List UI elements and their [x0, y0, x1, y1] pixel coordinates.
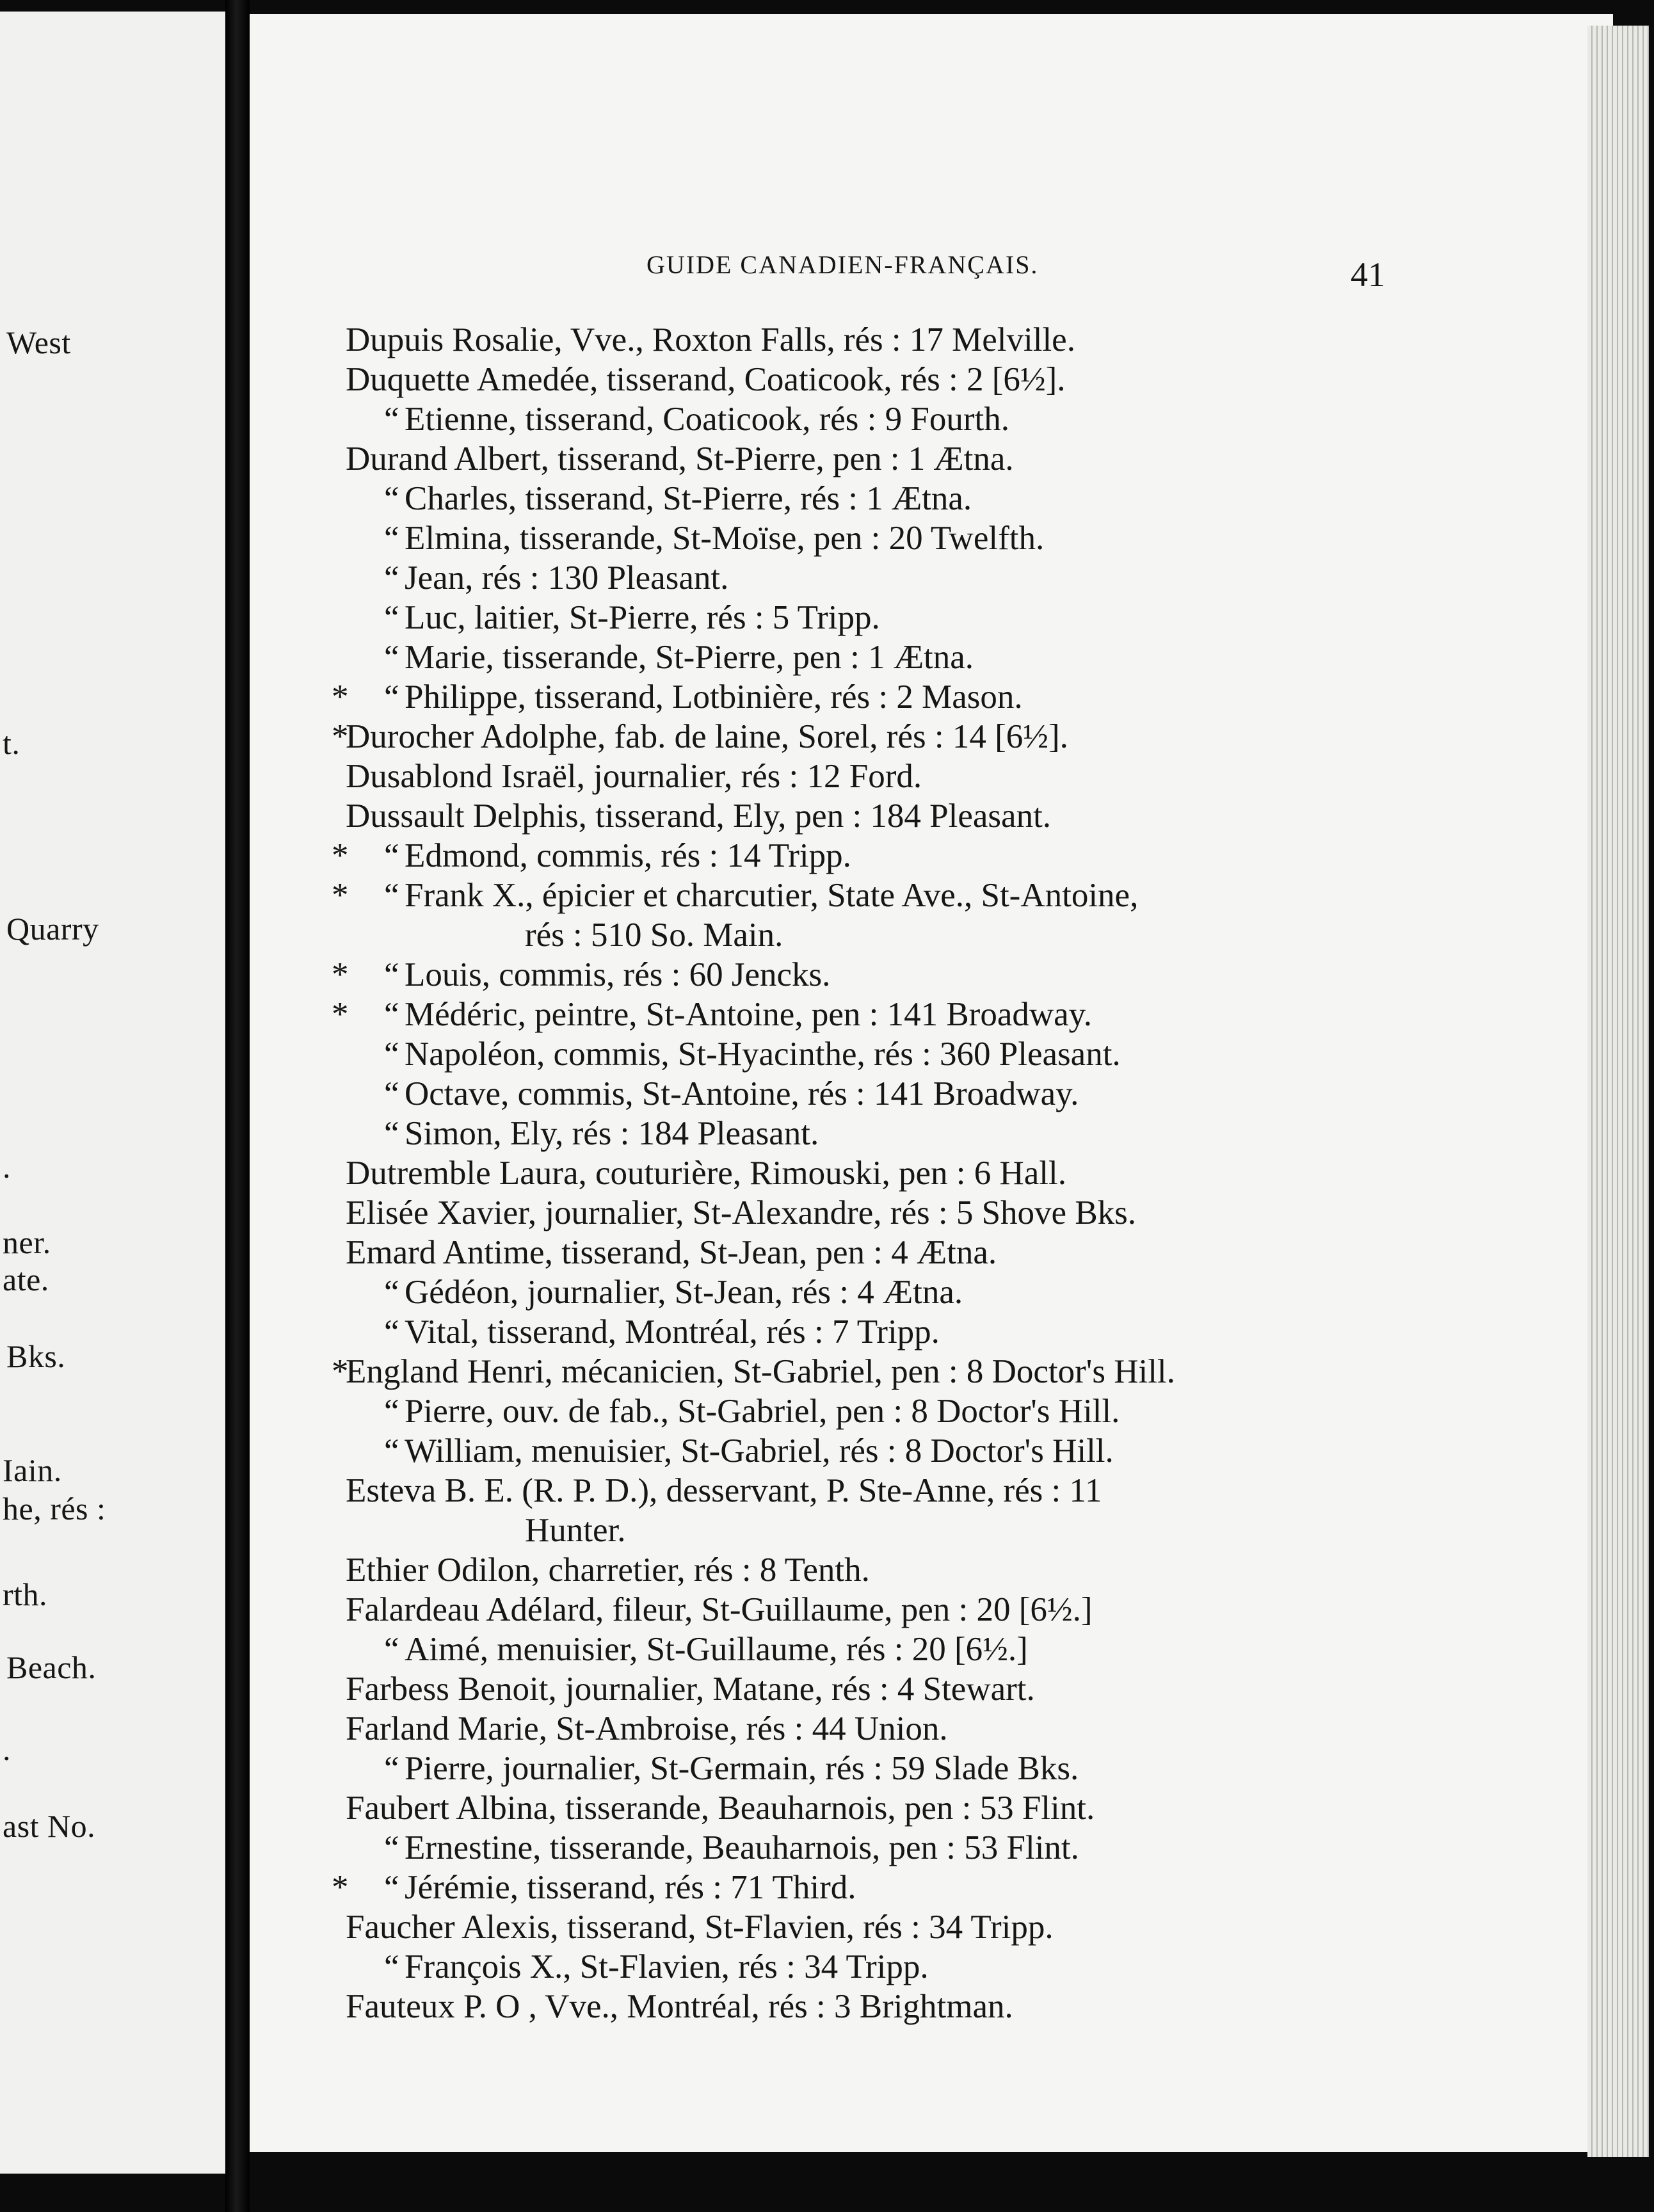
entry-text: Hunter.: [525, 1512, 626, 1549]
entry-text: François X., St-Flavien, rés : 34 Tripp.: [405, 1948, 929, 1985]
ditto-mark: “: [384, 599, 399, 636]
entry-text: William, menuisier, St-Gabriel, rés : 8 Doctor's Hill.: [405, 1432, 1114, 1470]
left-page-fragment: West: [6, 325, 71, 360]
directory-entry: [333, 479, 1600, 518]
left-page-fragment: Iain.: [3, 1452, 62, 1488]
entry-text: Frank X., épicier et charcutier, State Ave., St-Antoine,: [405, 877, 1139, 914]
directory-entry: [333, 1788, 1600, 1828]
entry-text: Ethier Odilon, charretier, rés : 8 Tenth.: [346, 1551, 870, 1589]
directory-entry: [333, 518, 1600, 558]
entry-text: Faucher Alexis, tisserand, St-Flavien, rés : 34 Tripp.: [346, 1909, 1054, 1946]
directory-entry: [333, 1550, 1600, 1590]
entry-text: Charles, tisserand, St-Pierre, rés : 1 Ætna.: [405, 480, 972, 517]
left-page-fragment: rth.: [3, 1576, 48, 1612]
directory-entry: [333, 399, 1600, 439]
entry-text: Marie, tisserande, St-Pierre, pen : 1 Ætna.: [405, 639, 974, 676]
entry-text: Gédéon, journalier, St-Jean, rés : 4 Ætna.: [405, 1274, 963, 1311]
book-gutter: [225, 0, 250, 2212]
ditto-mark: “: [384, 1393, 399, 1430]
entry-text: Edmond, commis, rés : 14 Tripp.: [405, 837, 851, 874]
directory-entry: [333, 1074, 1600, 1114]
ditto-mark: “: [384, 1432, 399, 1470]
ditto-mark: “: [384, 837, 399, 874]
directory-entry: [333, 1511, 1600, 1550]
directory-entry: [333, 1947, 1600, 1987]
entry-text: Etienne, tisserand, Coaticook, rés : 9 Fourth.: [405, 401, 1009, 438]
asterisk-mark: *: [332, 718, 349, 755]
directory-entry: [333, 757, 1600, 796]
entry-text: Octave, commis, St-Antoine, rés : 141 Broadway.: [405, 1075, 1079, 1112]
entry-text: Falardeau Adélard, fileur, St-Guillaume, pen : 20 [6½.]: [346, 1591, 1093, 1628]
entry-text: Napoléon, commis, St-Hyacinthe, rés : 360 Pleasant.: [405, 1036, 1121, 1073]
ditto-mark: “: [384, 480, 399, 517]
left-page-fragment: Quarry: [6, 911, 99, 947]
directory-entry: [333, 796, 1600, 836]
ditto-mark: “: [384, 1115, 399, 1152]
directory-entry: [333, 717, 1600, 757]
left-page: [0, 12, 225, 2174]
ditto-mark: “: [384, 1750, 399, 1787]
directory-entry: [333, 955, 1600, 995]
left-page-fragment: ast No.: [3, 1808, 96, 1844]
ditto-mark: “: [384, 1313, 399, 1350]
entry-text: Ernestine, tisserande, Beauharnois, pen : 53 Flint.: [405, 1829, 1079, 1866]
entry-text: Emard Antime, tisserand, St-Jean, pen : 4 Ætna.: [346, 1234, 997, 1271]
directory-entry: [333, 1749, 1600, 1788]
ditto-mark: “: [384, 639, 399, 676]
directory-entry: [333, 1907, 1600, 1947]
entry-text: Durand Albert, tisserand, St-Pierre, pen : 1 Ætna.: [346, 440, 1014, 477]
entry-text: Dupuis Rosalie, Vve., Roxton Falls, rés : 17 Melville.: [346, 321, 1075, 358]
entry-text: Durocher Adolphe, fab. de laine, Sorel, rés : 14 [6½].: [346, 718, 1068, 755]
entry-text: Dusablond Israël, journalier, rés : 12 Ford.: [346, 758, 922, 795]
entry-text: Duquette Amedée, tisserand, Coaticook, rés : 2 [6½].: [346, 361, 1066, 398]
entry-text: Elmina, tisserande, St-Moïse, pen : 20 Twelfth.: [405, 520, 1045, 557]
directory-entry: [333, 1391, 1600, 1431]
asterisk-mark: *: [332, 678, 349, 716]
entry-text: Luc, laitier, St-Pierre, rés : 5 Tripp.: [405, 599, 880, 636]
directory-entry: [333, 1709, 1600, 1749]
entry-text: England Henri, mécanicien, St-Gabriel, pen : 8 Doctor's Hill.: [346, 1353, 1175, 1390]
page-number: 41: [1351, 255, 1385, 294]
asterisk-mark: *: [332, 996, 349, 1033]
directory-entry: [333, 995, 1600, 1034]
entry-text: Dussault Delphis, tisserand, Ely, pen : 184 Pleasant.: [346, 797, 1052, 835]
asterisk-mark: *: [332, 1869, 349, 1906]
entry-text: Jean, rés : 130 Pleasant.: [405, 559, 729, 597]
ditto-mark: “: [384, 1274, 399, 1311]
ditto-mark: “: [384, 956, 399, 993]
directory-entry: [333, 1987, 1600, 2026]
directory-entry: [333, 1630, 1600, 1669]
entry-text: Pierre, journalier, St-Germain, rés : 59 Slade Bks.: [405, 1750, 1079, 1787]
directory-entry: [333, 1312, 1600, 1352]
entry-text: Faubert Albina, tisserande, Beauharnois, pen : 53 Flint.: [346, 1790, 1095, 1827]
left-page-fragment: t.: [3, 725, 20, 761]
running-header: GUIDE CANADIEN-FRANÇAIS.: [646, 250, 1039, 279]
left-page-fragment: ner.: [3, 1224, 51, 1260]
left-page-fragment: Beach.: [6, 1649, 97, 1685]
left-page-fragment: .: [3, 1731, 11, 1767]
directory-entry: [333, 1590, 1600, 1630]
directory-entry: [333, 1114, 1600, 1153]
ditto-mark: “: [384, 1036, 399, 1073]
entry-text: Pierre, ouv. de fab., St-Gabriel, pen : 8 Doctor's Hill.: [405, 1393, 1120, 1430]
directory-entry: [333, 1431, 1600, 1471]
entry-text: Farland Marie, St-Ambroise, rés : 44 Union.: [346, 1710, 948, 1747]
directory-entry: [333, 637, 1600, 677]
ditto-mark: “: [384, 678, 399, 716]
entry-text: Elisée Xavier, journalier, St-Alexandre, rés : 5 Shove Bks.: [346, 1194, 1137, 1231]
ditto-mark: “: [384, 1075, 399, 1112]
entry-text: Vital, tisserand, Montréal, rés : 7 Tripp.: [405, 1313, 940, 1350]
directory-entry: [333, 439, 1600, 479]
ditto-mark: “: [384, 520, 399, 557]
directory-entry: [333, 1828, 1600, 1868]
asterisk-mark: *: [332, 956, 349, 993]
ditto-mark: “: [384, 401, 399, 438]
left-page-fragment: .: [3, 1149, 11, 1185]
entry-text: Fauteux P. O , Vve., Montréal, rés : 3 Brightman.: [346, 1988, 1013, 2025]
entry-text: Simon, Ely, rés : 184 Pleasant.: [405, 1115, 819, 1152]
directory-entry: [333, 1868, 1600, 1907]
entry-text: Médéric, peintre, St-Antoine, pen : 141 Broadway.: [405, 996, 1092, 1033]
directory-entry: [333, 1153, 1600, 1193]
directory-entry: [333, 1352, 1600, 1391]
directory-entry: [333, 1233, 1600, 1272]
directory-entry: [333, 1669, 1600, 1709]
entry-text: Philippe, tisserand, Lotbinière, rés : 2 Mason.: [405, 678, 1023, 716]
ditto-mark: “: [384, 1829, 399, 1866]
directory-entry: [333, 915, 1600, 955]
entry-text: Louis, commis, rés : 60 Jencks.: [405, 956, 831, 993]
directory-entry: [333, 677, 1600, 717]
left-page-fragment: he, rés :: [3, 1491, 106, 1527]
entry-text: Farbess Benoit, journalier, Matane, rés : 4 Stewart.: [346, 1671, 1035, 1708]
ditto-mark: “: [384, 1631, 399, 1668]
ditto-mark: “: [384, 1869, 399, 1906]
entry-text: rés : 510 So. Main.: [525, 917, 783, 954]
directory-entry: [333, 1272, 1600, 1312]
asterisk-mark: *: [332, 877, 349, 914]
ditto-mark: “: [384, 877, 399, 914]
entry-text: Esteva B. E. (R. P. D.), desservant, P. Ste-Anne, rés : 11: [346, 1472, 1102, 1509]
entry-text: Aimé, menuisier, St-Guillaume, rés : 20 [6½.]: [405, 1631, 1028, 1668]
left-page-fragment: ate.: [3, 1262, 49, 1297]
directory-entries: [333, 320, 1600, 2026]
directory-entry: [333, 1193, 1600, 1233]
left-page-fragment: Bks.: [6, 1338, 66, 1374]
ditto-mark: “: [384, 1948, 399, 1985]
entry-text: Dutremble Laura, couturière, Rimouski, pen : 6 Hall.: [346, 1155, 1066, 1192]
ditto-mark: “: [384, 996, 399, 1033]
directory-entry: [333, 558, 1600, 598]
directory-entry: [333, 836, 1600, 876]
directory-entry: [333, 876, 1600, 915]
ditto-mark: “: [384, 559, 399, 597]
directory-entry: [333, 598, 1600, 637]
directory-entry: [333, 360, 1600, 399]
directory-entry: [333, 320, 1600, 360]
directory-entry: [333, 1034, 1600, 1074]
asterisk-mark: *: [332, 837, 349, 874]
asterisk-mark: *: [332, 1353, 349, 1390]
directory-entry: [333, 1471, 1600, 1511]
entry-text: Jérémie, tisserand, rés : 71 Third.: [405, 1869, 856, 1906]
